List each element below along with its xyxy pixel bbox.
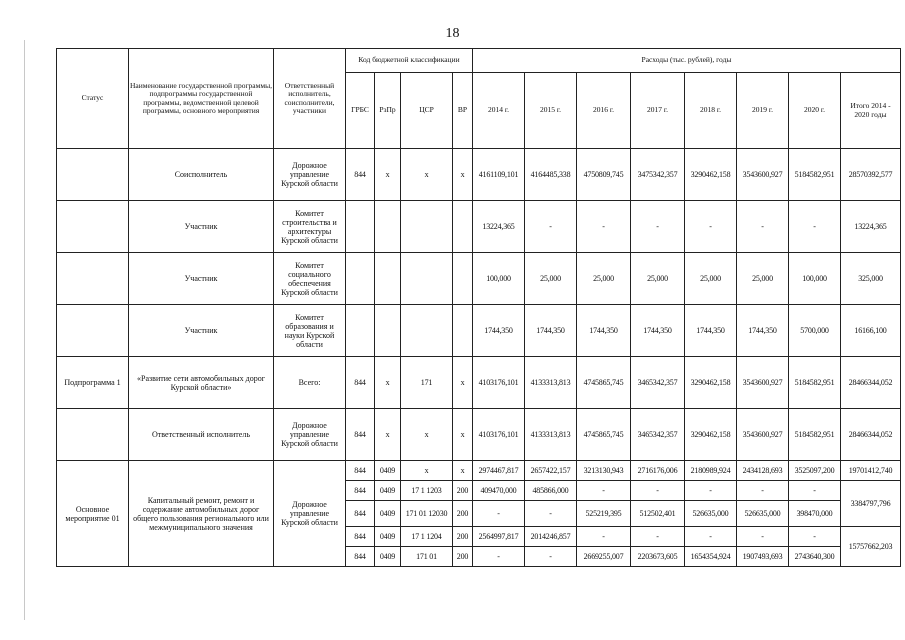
- row-program-name: Соисполнитель: [129, 149, 274, 201]
- row-csr: [401, 305, 453, 357]
- subrow-value-2016: 525219,395: [577, 501, 631, 527]
- row-status: [57, 253, 129, 305]
- row-value-2020: -: [789, 201, 841, 253]
- header-year-2018: 2018 г.: [685, 73, 737, 149]
- row-responsible: Комитет образования и науки Курской области: [274, 305, 346, 357]
- row-responsible: Комитет социального обеспечения Курской области: [274, 253, 346, 305]
- row-value-2016: -: [577, 201, 631, 253]
- subrow-value-2018: -: [685, 481, 737, 501]
- subrow-value-2015: 2014246,857: [525, 527, 577, 547]
- row-value-2014: 4161109,101: [473, 149, 525, 201]
- row-value-2020: 5184582,951: [789, 149, 841, 201]
- row-value-2015: 4133313,813: [525, 357, 577, 409]
- row-responsible: Дорожное управление Курской области: [274, 409, 346, 461]
- activity-subrow: [57, 461, 901, 481]
- row-value-2015: 4133313,813: [525, 409, 577, 461]
- row-value-2015: 25,000: [525, 253, 577, 305]
- row-responsible: Комитет строительства и архитектуры Курской области: [274, 201, 346, 253]
- subrow-value-2016: -: [577, 527, 631, 547]
- row-value-2020: 100,000: [789, 253, 841, 305]
- row-program-name: «Развитие сети автомобильных дорог Курской области»: [129, 357, 274, 409]
- subrow-vr: x: [453, 461, 473, 481]
- subrow-total: 15757662,203: [841, 527, 901, 567]
- subrow-rzpr: 0409: [375, 501, 401, 527]
- row-grbs: [346, 253, 375, 305]
- row-responsible: Всего:: [274, 357, 346, 409]
- subrow-grbs: 844: [346, 461, 375, 481]
- row-value-2014: 13224,365: [473, 201, 525, 253]
- row-total: 28570392,577: [841, 149, 901, 201]
- subrow-rzpr: 0409: [375, 527, 401, 547]
- subrow-value-2017: 512502,401: [631, 501, 685, 527]
- row-grbs: [346, 305, 375, 357]
- scan-edge-line: [24, 40, 25, 620]
- table-row: [57, 201, 901, 253]
- subrow-value-2014: -: [473, 547, 525, 567]
- subrow-value-2017: 2716176,006: [631, 461, 685, 481]
- header-vr: ВР: [453, 73, 473, 149]
- row-vr: [453, 201, 473, 253]
- subrow-total: 19701412,740: [841, 461, 901, 481]
- row-program-name: Участник: [129, 253, 274, 305]
- row-vr: x: [453, 357, 473, 409]
- header-year-2015: 2015 г.: [525, 73, 577, 149]
- subrow-grbs: 844: [346, 547, 375, 567]
- subrow-value-2016: -: [577, 481, 631, 501]
- row-total: 28466344,052: [841, 357, 901, 409]
- subrow-value-2016: 3213130,943: [577, 461, 631, 481]
- row-value-2017: 25,000: [631, 253, 685, 305]
- subrow-vr: 200: [453, 481, 473, 501]
- subrow-grbs: 844: [346, 527, 375, 547]
- subrow-csr: x: [401, 461, 453, 481]
- header-budget-code: Код бюджетной классификации: [346, 49, 473, 73]
- row-status: [57, 149, 129, 201]
- subrow-value-2018: 526635,000: [685, 501, 737, 527]
- row-value-2020: 5184582,951: [789, 409, 841, 461]
- header-year-2016: 2016 г.: [577, 73, 631, 149]
- row-value-2016: 4745865,745: [577, 357, 631, 409]
- row-value-2017: 3465342,357: [631, 409, 685, 461]
- table-row: [57, 253, 901, 305]
- subrow-value-2015: -: [525, 547, 577, 567]
- subrow-value-2018: -: [685, 527, 737, 547]
- row-value-2020: 5184582,951: [789, 357, 841, 409]
- header-status: Статус: [57, 49, 129, 149]
- subrow-value-2019: -: [737, 527, 789, 547]
- subrow-vr: 200: [453, 547, 473, 567]
- subrow-value-2020: 398470,000: [789, 501, 841, 527]
- subrow-value-2015: 2657422,157: [525, 461, 577, 481]
- row-value-2014: 4103176,101: [473, 409, 525, 461]
- row-program-name: Ответственный исполнитель: [129, 409, 274, 461]
- subrow-rzpr: 0409: [375, 461, 401, 481]
- subrow-grbs: 844: [346, 481, 375, 501]
- row-value-2017: -: [631, 201, 685, 253]
- subrow-csr: 17 1 1204: [401, 527, 453, 547]
- subrow-value-2020: 2743640,300: [789, 547, 841, 567]
- row-grbs: [346, 201, 375, 253]
- row-csr: [401, 201, 453, 253]
- row-rzpr: [375, 253, 401, 305]
- row-value-2018: 3290462,158: [685, 149, 737, 201]
- header-expenses: Расходы (тыс. рублей), годы: [473, 49, 901, 73]
- subrow-value-2020: -: [789, 481, 841, 501]
- row-status: [57, 305, 129, 357]
- row-csr: x: [401, 149, 453, 201]
- row-program-name: Участник: [129, 201, 274, 253]
- header-responsible: Ответственный исполнитель, соисполнители, участники: [274, 49, 346, 149]
- subrow-value-2018: 1654354,924: [685, 547, 737, 567]
- row-value-2018: 3290462,158: [685, 357, 737, 409]
- subrow-value-2017: 2203673,605: [631, 547, 685, 567]
- row-value-2019: 1744,350: [737, 305, 789, 357]
- row-value-2018: -: [685, 201, 737, 253]
- budget-table: [56, 48, 901, 567]
- subrow-value-2015: 485866,000: [525, 481, 577, 501]
- row-csr: [401, 253, 453, 305]
- subrow-csr: 17 1 1203: [401, 481, 453, 501]
- row-value-2015: 4164485,338: [525, 149, 577, 201]
- row-rzpr: [375, 305, 401, 357]
- subrow-value-2020: -: [789, 527, 841, 547]
- activity-status: Основное мероприятие 01: [57, 461, 129, 567]
- row-rzpr: [375, 201, 401, 253]
- subrow-vr: 200: [453, 527, 473, 547]
- row-value-2019: -: [737, 201, 789, 253]
- row-program-name: Участник: [129, 305, 274, 357]
- row-value-2018: 3290462,158: [685, 409, 737, 461]
- subrow-rzpr: 0409: [375, 481, 401, 501]
- row-value-2019: 3543600,927: [737, 409, 789, 461]
- row-vr: x: [453, 409, 473, 461]
- subrow-value-2016: 2669255,007: [577, 547, 631, 567]
- header-rzpr: РзПр: [375, 73, 401, 149]
- row-value-2016: 4745865,745: [577, 409, 631, 461]
- row-value-2017: 3475342,357: [631, 149, 685, 201]
- header-year-2020: 2020 г.: [789, 73, 841, 149]
- row-value-2014: 1744,350: [473, 305, 525, 357]
- row-status: [57, 409, 129, 461]
- row-status: [57, 201, 129, 253]
- row-vr: [453, 305, 473, 357]
- activity-name: Капитальный ремонт, ремонт и содержание автомобильных дорог общего пользования регионального или межмуниципального значения: [129, 461, 274, 567]
- row-responsible: Дорожное управление Курской области: [274, 149, 346, 201]
- row-value-2016: 4750809,745: [577, 149, 631, 201]
- row-value-2016: 1744,350: [577, 305, 631, 357]
- header-row-1: [57, 49, 901, 73]
- subrow-value-2015: -: [525, 501, 577, 527]
- row-csr: 171: [401, 357, 453, 409]
- subrow-value-2019: -: [737, 481, 789, 501]
- subrow-csr: 171 01: [401, 547, 453, 567]
- subrow-value-2014: -: [473, 501, 525, 527]
- header-year-2019: 2019 г.: [737, 73, 789, 149]
- activity-responsible: Дорожное управление Курской области: [274, 461, 346, 567]
- row-csr: x: [401, 409, 453, 461]
- header-grbs: ГРБС: [346, 73, 375, 149]
- row-value-2019: 25,000: [737, 253, 789, 305]
- subrow-value-2014: 2974467,817: [473, 461, 525, 481]
- row-grbs: 844: [346, 357, 375, 409]
- subrow-rzpr: 0409: [375, 547, 401, 567]
- subrow-value-2014: 2564997,817: [473, 527, 525, 547]
- row-value-2014: 100,000: [473, 253, 525, 305]
- row-vr: [453, 253, 473, 305]
- subrow-value-2020: 3525097,200: [789, 461, 841, 481]
- page-number: 18: [445, 26, 460, 41]
- table-row: [57, 357, 901, 409]
- subrow-grbs: 844: [346, 501, 375, 527]
- table-row: [57, 305, 901, 357]
- row-total: 13224,365: [841, 201, 901, 253]
- row-total: 325,000: [841, 253, 901, 305]
- row-total: 28466344,052: [841, 409, 901, 461]
- subrow-value-2017: -: [631, 481, 685, 501]
- row-value-2019: 3543600,927: [737, 357, 789, 409]
- header-year-2014: 2014 г.: [473, 73, 525, 149]
- row-grbs: 844: [346, 409, 375, 461]
- row-value-2014: 4103176,101: [473, 357, 525, 409]
- header-year-2017: 2017 г.: [631, 73, 685, 149]
- row-value-2016: 25,000: [577, 253, 631, 305]
- row-value-2020: 5700,000: [789, 305, 841, 357]
- row-rzpr: x: [375, 149, 401, 201]
- row-status: Подпрограмма 1: [57, 357, 129, 409]
- row-value-2017: 3465342,357: [631, 357, 685, 409]
- header-program-name: Наименование государственной программы, подпрограммы государственной программы, ведомственной целевой программы, основного мероприятия: [129, 49, 274, 149]
- row-value-2015: 1744,350: [525, 305, 577, 357]
- row-rzpr: x: [375, 409, 401, 461]
- row-value-2019: 3543600,927: [737, 149, 789, 201]
- row-value-2017: 1744,350: [631, 305, 685, 357]
- subrow-csr: 171 01 12030: [401, 501, 453, 527]
- subrow-value-2014: 409470,000: [473, 481, 525, 501]
- row-rzpr: x: [375, 357, 401, 409]
- subrow-value-2018: 2180989,924: [685, 461, 737, 481]
- header-csr: ЦСР: [401, 73, 453, 149]
- subrow-total: 3384797,796: [841, 481, 901, 527]
- row-grbs: 844: [346, 149, 375, 201]
- row-vr: x: [453, 149, 473, 201]
- row-value-2018: 25,000: [685, 253, 737, 305]
- subrow-value-2019: 2434128,693: [737, 461, 789, 481]
- row-value-2015: -: [525, 201, 577, 253]
- header-total: Итого 2014 - 2020 годы: [841, 73, 901, 149]
- subrow-value-2019: 1907493,693: [737, 547, 789, 567]
- subrow-value-2017: -: [631, 527, 685, 547]
- table-row: [57, 409, 901, 461]
- subrow-value-2019: 526635,000: [737, 501, 789, 527]
- row-value-2018: 1744,350: [685, 305, 737, 357]
- row-total: 16166,100: [841, 305, 901, 357]
- table-row: [57, 149, 901, 201]
- subrow-vr: 200: [453, 501, 473, 527]
